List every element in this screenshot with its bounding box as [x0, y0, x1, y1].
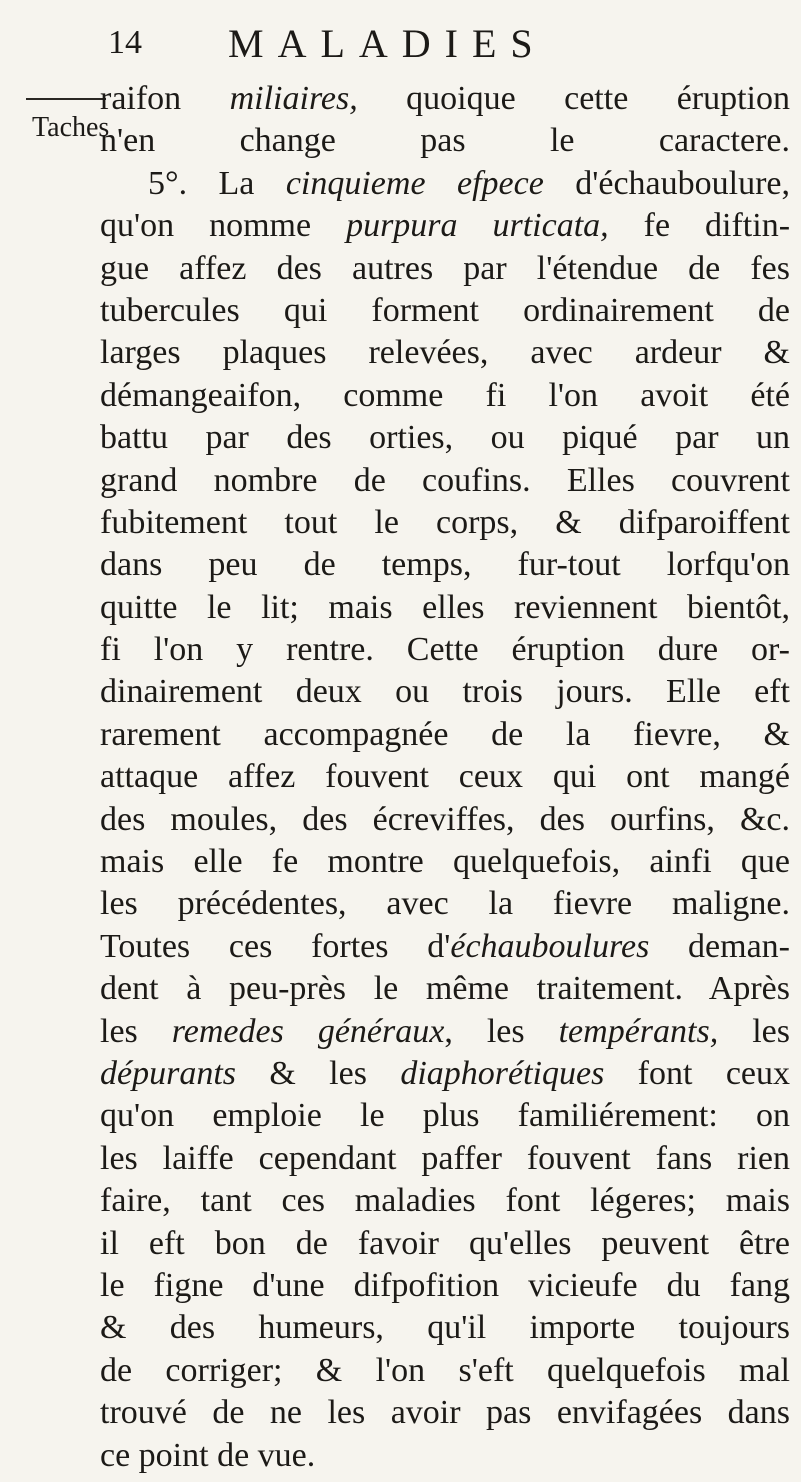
italic-term: dépurants [100, 1054, 236, 1092]
text-line [100, 205, 790, 247]
text-segment: grand nombre de coufins. Elles couvrent [100, 461, 790, 499]
text-line [100, 1011, 790, 1053]
running-title: MALADIES [228, 21, 547, 66]
text-segment: dans peu de temps, fur-tout lorfqu'on [100, 546, 790, 584]
text-line [100, 926, 790, 968]
text-segment: gue affez des autres par l'étendue de fes [100, 249, 790, 287]
text-segment: fi l'on y rentre. Cette éruption dure or- [100, 631, 790, 669]
text-line [100, 1265, 790, 1307]
text-segment: attaque affez fouvent ceux qui ont mangé [100, 758, 790, 796]
text-line [100, 120, 790, 162]
text-line [100, 1180, 790, 1222]
text-line [100, 1392, 790, 1434]
margin-note: Taches [32, 112, 110, 143]
text-segment: deman- [649, 927, 790, 965]
italic-term: cinquieme efpece [285, 164, 544, 202]
text-segment: n'en change pas le caractere. [100, 122, 790, 160]
text-segment: , les [444, 1012, 559, 1050]
text-line [100, 883, 790, 925]
text-line [100, 1053, 790, 1095]
text-segment: font ceux [604, 1054, 791, 1092]
italic-term: échauboulures [450, 927, 650, 965]
text-segment: tubercules qui forment ordinairement de [100, 291, 790, 329]
text-line [100, 417, 790, 459]
text-line [100, 1435, 790, 1477]
text-segment: de corriger; & l'on s'eft quelquefois mal [100, 1351, 790, 1389]
text-line [100, 671, 790, 713]
text-line [100, 968, 790, 1010]
italic-term: tempérants, [558, 1012, 719, 1050]
text-line [100, 375, 790, 417]
text-segment: des moules, des écreviffes, des ourfins, &c. [100, 800, 790, 838]
text-segment: raifon [100, 80, 230, 117]
text-segment: dent à peu-près le même traitement. Après [100, 970, 790, 1008]
text-line [100, 332, 790, 374]
text-line [100, 544, 790, 586]
text-segment: les [718, 1012, 790, 1050]
text-segment: & des humeurs, qu'il importe toujours [100, 1309, 790, 1347]
italic-term: remedes généraux [171, 1012, 445, 1050]
text-segment: il eft bon de favoir qu'elles peuvent être [100, 1224, 790, 1262]
text-line [100, 756, 790, 798]
text-line [100, 248, 790, 290]
italic-term: diaphorétiques [400, 1054, 605, 1092]
body-text [100, 78, 790, 1477]
text-segment: qu'on emploie le plus familiérement: on [100, 1097, 790, 1135]
margin-dash [26, 98, 106, 100]
text-segment: battu par des orties, ou piqué par un [100, 419, 790, 457]
text-segment: d'échauboulure, [543, 164, 790, 202]
text-segment: faire, tant ces maladies font légeres; mais [100, 1182, 790, 1220]
text-segment: quoique cette éruption [357, 80, 790, 117]
text-segment: dinairement deux ou trois jours. Elle eft [100, 673, 790, 711]
text-line [100, 587, 790, 629]
text-line [100, 460, 790, 502]
text-segment: mais elle fe montre quelquefois, ainfi que [100, 843, 790, 881]
text-segment: quitte le lit; mais elles reviennent bientôt, [100, 588, 790, 626]
text-segment: les laiffe cependant paffer fouvent fans rien [100, 1139, 790, 1177]
text-segment: les précédentes, avec la fievre maligne. [100, 885, 790, 923]
text-segment: le figne d'une difpofition vicieufe du fang [100, 1266, 790, 1304]
text-segment: ce point de vue. [100, 1436, 316, 1474]
text-line [100, 1138, 790, 1180]
text-segment: larges plaques relevées, avec ardeur & [100, 334, 790, 372]
text-segment: Toutes ces fortes d' [100, 927, 451, 965]
italic-term: miliaires, [229, 80, 358, 117]
text-line [100, 714, 790, 756]
text-line [100, 799, 790, 841]
text-line [100, 629, 790, 671]
text-segment: rarement accompagnée de la fievre, & [100, 715, 790, 753]
text-line [100, 78, 790, 120]
text-segment: les [100, 1012, 172, 1050]
text-line [100, 1307, 790, 1349]
page-header [0, 18, 801, 78]
text-line [100, 1095, 790, 1137]
text-line [100, 163, 790, 205]
text-segment: 5°. La [148, 164, 286, 202]
text-line [100, 841, 790, 883]
italic-term: purpura urticata, [346, 207, 609, 245]
page-number: 14 [108, 24, 142, 61]
text-line [100, 1350, 790, 1392]
text-segment: qu'on nomme [100, 207, 347, 245]
text-segment: trouvé de ne les avoir pas envifagées dans [100, 1394, 790, 1432]
text-line [100, 1223, 790, 1265]
text-segment: & les [236, 1054, 401, 1092]
text-segment: fubitement tout le corps, & difparoiffent [100, 503, 790, 541]
text-segment: démangeaifon, comme fi l'on avoit été [100, 376, 790, 414]
text-line [100, 502, 790, 544]
text-line [100, 290, 790, 332]
text-segment: fe diftin- [608, 207, 791, 245]
